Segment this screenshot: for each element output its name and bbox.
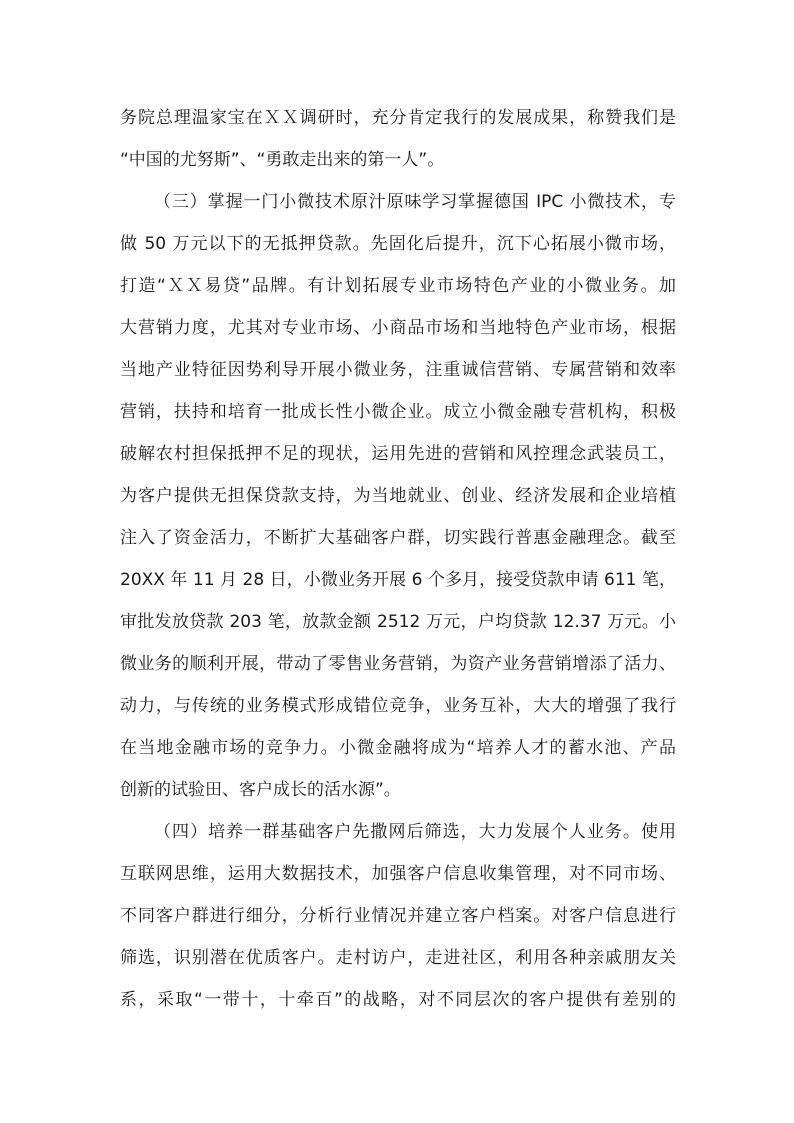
paragraph-line: 大营销力度，尤其对专业市场、小商品市场和当地特色产业市场，根据 bbox=[120, 318, 676, 338]
paragraph-line: 互联网思维，运用大数据技术，加强客户信息收集管理，对不同市场、 bbox=[120, 864, 676, 884]
paragraph-line: 创新的试验田、客户成长的活水源”。 bbox=[120, 780, 401, 800]
paragraph-line: 动力，与传统的业务模式形成错位竞争，业务互补，大大的增强了我行 bbox=[120, 696, 676, 716]
paragraph-line: 系，采取“一带十，十牵百”的战略，对不同层次的客户提供有差别的 bbox=[120, 990, 676, 1010]
paragraph-line: 当地产业特征因势利导开展小微业务，注重诚信营销、专属营销和效率 bbox=[120, 360, 676, 380]
section-heading-line: （四）培养一群基础客户先撒网后筛选，大力发展个人业务。使用 bbox=[154, 822, 676, 842]
paragraph-line: 打造“ＸＸ易贷”品牌。有计划拓展专业市场特色产业的小微业务。加 bbox=[120, 276, 676, 296]
paragraph-line: 务院总理温家宝在ＸＸ调研时，充分肯定我行的发展成果，称赞我们是 bbox=[120, 108, 676, 128]
paragraph-line: 微业务的顺利开展，带动了零售业务营销，为资产业务营销增添了活力、 bbox=[120, 654, 676, 674]
paragraph-line: 在当地金融市场的竞争力。小微金融将成为“培养人才的蓄水池、产品 bbox=[120, 738, 676, 758]
paragraph-line: 注入了资金活力，不断扩大基础客户群，切实践行普惠金融理念。截至 bbox=[120, 528, 676, 548]
section-heading-line: （三）掌握一门小微技术原汁原味学习掌握德国 IPC 小微技术，专 bbox=[154, 192, 676, 212]
paragraph-line: “中国的尤努斯”、“勇敢走出来的第一人”。 bbox=[120, 150, 445, 170]
paragraph-line: 筛选，识别潜在优质客户。走村访户，走进社区，利用各种亲戚朋友关 bbox=[120, 948, 676, 968]
paragraph-line: 审批发放贷款 203 笔，放款金额 2512 万元，户均贷款 12.37 万元。小 bbox=[120, 612, 676, 632]
paragraph-line: 为客户提供无担保贷款支持，为当地就业、创业、经济发展和企业培植 bbox=[120, 486, 676, 506]
paragraph-line: 20XX 年 11 月 28 日，小微业务开展 6 个多月，接受贷款申请 611 笔， bbox=[120, 570, 676, 590]
paragraph-line: 不同客户群进行细分，分析行业情况并建立客户档案。对客户信息进行 bbox=[120, 906, 676, 926]
paragraph-line: 做 50 万元以下的无抵押贷款。先固化后提升，沉下心拓展小微市场， bbox=[120, 234, 676, 254]
paragraph-line: 破解农村担保抵押不足的现状，运用先进的营销和风控理念武装员工， bbox=[120, 444, 676, 464]
paragraph-line: 营销，扶持和培育一批成长性小微企业。成立小微金融专营机构，积极 bbox=[120, 402, 676, 422]
